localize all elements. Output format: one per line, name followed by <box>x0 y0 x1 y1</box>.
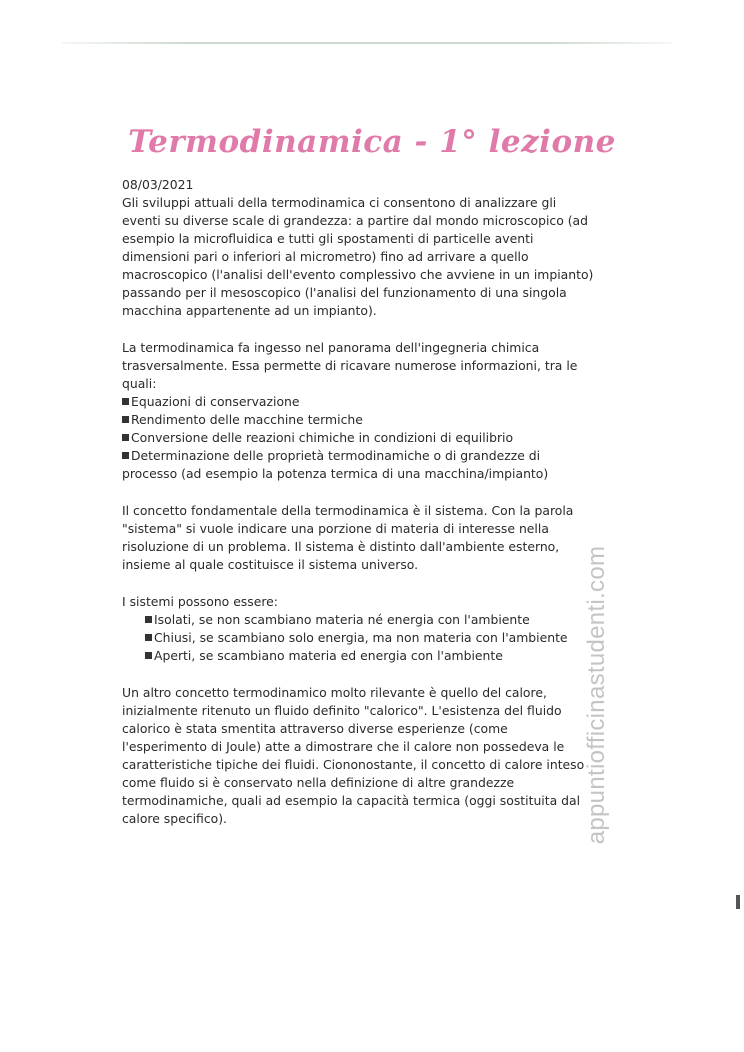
text-line: Il concetto fondamentale della termodinamica è il sistema. Con la parola <box>122 503 574 518</box>
text-line: macroscopico (l'analisi dell'evento complessivo che avviene in un impianto) <box>122 267 594 282</box>
top-divider <box>62 42 672 44</box>
text-line: insieme al quale costituisce il sistema universo. <box>122 557 419 572</box>
square-bullet-icon <box>145 634 152 641</box>
text-line: l'esperimento di Joule) atte a dimostrare che il calore non possedeva le <box>122 739 565 754</box>
text-line: Gli sviluppi attuali della termodinamica ci consentono di analizzare gli <box>122 195 557 210</box>
list-item: Chiusi, se scambiano solo energia, ma non materia con l'ambiente <box>145 629 612 647</box>
list-item: Determinazione delle proprietà termodinamiche o di grandezze di <box>122 447 612 465</box>
text-line: calorico è stata smentita attraverso diverse esperienze (come <box>122 721 508 736</box>
paragraph-role <box>122 339 612 393</box>
text-line: risoluzione di un problema. Il sistema è distinto dall'ambiente esterno, <box>122 539 560 554</box>
paragraph-system <box>122 502 612 574</box>
text-line: eventi su diverse scale di grandezza: a partire dal mondo microscopico (ad <box>122 213 589 228</box>
text-line: La termodinamica fa ingesso nel panorama dell'ingegneria chimica <box>122 340 540 355</box>
watermark-text: appuntiofficinastudenti.com <box>583 545 610 845</box>
text-line: macchina appartenente ad un impianto). <box>122 303 377 318</box>
square-bullet-icon <box>145 616 152 623</box>
square-bullet-icon <box>122 416 129 423</box>
text-line: esempio la microfluidica e tutti gli spostamenti di particelle aventi <box>122 231 534 246</box>
paragraph-scales <box>122 194 612 320</box>
date: 08/03/2021 <box>122 177 194 192</box>
text-line: quali: <box>122 376 157 391</box>
info-list <box>122 393 612 483</box>
list-item: Conversione delle reazioni chimiche in condizioni di equilibrio <box>122 429 612 447</box>
list-item: Equazioni di conservazione <box>122 393 612 411</box>
text-line: dimensioni pari o inferiori al micrometro) fino ad arrivare a quello <box>122 249 529 264</box>
list-item: Rendimento delle macchine termiche <box>122 411 612 429</box>
text-line: Un altro concetto termodinamico molto rilevante è quello del calore, <box>122 685 547 700</box>
text-line: come fluido si è conservato nella definizione di altre grandezze <box>122 775 515 790</box>
list-item: Aperti, se scambiano materia ed energia con l'ambiente <box>145 647 612 665</box>
scan-edge-mark <box>736 895 740 909</box>
notes-body <box>122 176 612 828</box>
square-bullet-icon <box>145 652 152 659</box>
text-line: passando per il mesoscopico (l'analisi del funzionamento di una singola <box>122 285 567 300</box>
page-title: Termodinamica - 1° lezione <box>128 124 616 160</box>
text-line: caratteristiche tipiche dei fluidi. Ciononostante, il concetto di calore inteso <box>122 757 585 772</box>
text-line: calore specifico). <box>122 811 227 826</box>
paragraph-heat <box>122 684 612 828</box>
text-line: "sistema" si vuole indicare una porzione di materia di interesse nella <box>122 521 549 536</box>
square-bullet-icon <box>122 398 129 405</box>
square-bullet-icon <box>122 452 129 459</box>
watermark <box>583 520 611 870</box>
list-item-continuation: processo (ad esempio la potenza termica di una macchina/impianto) <box>122 466 549 481</box>
text-line: trasversalmente. Essa permette di ricavare numerose informazioni, tra le <box>122 358 578 373</box>
systems-list <box>122 611 612 665</box>
text-line: inizialmente ritenuto un fluido definito "calorico". L'esistenza del fluido <box>122 703 562 718</box>
systems-intro: I sistemi possono essere: <box>122 594 278 609</box>
square-bullet-icon <box>122 434 129 441</box>
list-item: Isolati, se non scambiano materia né energia con l'ambiente <box>145 611 612 629</box>
text-line: termodinamiche, quali ad esempio la capacità termica (oggi sostituita dal <box>122 793 581 808</box>
